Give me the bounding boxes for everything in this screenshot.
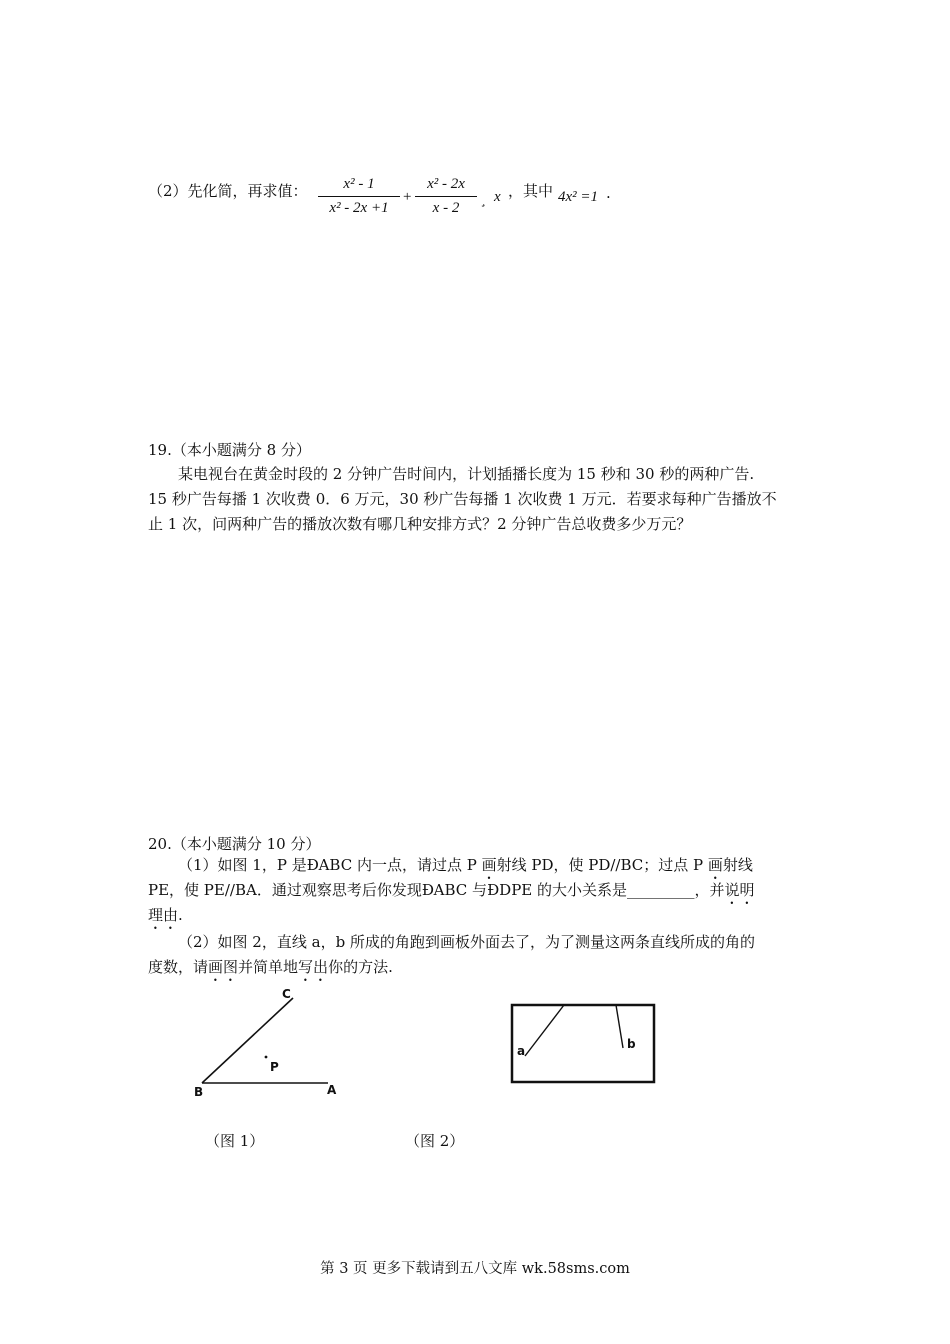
division-sign: ¸ [480,193,487,208]
figure-2-label-b: b [627,1037,636,1051]
q20-p1-l3-end: . [178,906,183,924]
variable-x: x [494,189,501,205]
point-p [265,1056,268,1059]
figure-1-label-c: C [282,987,291,1001]
figure-1-label-a: A [327,1083,337,1097]
emphasis-huatu: 画图 [208,958,239,976]
q20-part1-line-2 [148,878,755,908]
q20-p1-l2-b: ABC 与 [433,881,488,899]
q20-part2-line-1: （2）如图 2，直线 a，b 所成的角跑到画板外面去了，为了测量这两条直线所成的角的 [178,933,755,951]
fraction-2 [415,176,477,217]
fraction-2-bar [415,196,477,197]
q20-p2-l2-a: 度数，请 [148,958,209,976]
fraction-1-bar [318,196,400,197]
q19-line-1: 某电视台在黄金时段的 2 分钟广告时间内，计划插播长度为 15 秒和 30 秒的两种广告. [178,465,755,483]
figure-2-caption: （图 2） [405,1132,465,1150]
q19-line-2: 15 秒广告每播 1 次收费 0．6 万元，30 秒广告每播 1 次收费 1 万元．若要求每种广告播放不 [148,490,777,508]
emphasis-xiechu: 写出 [298,958,329,976]
q20-p1-l1-a: （1）如图 1，P 是 [178,856,307,874]
q20-p1-l2-a: PE，使 PE//BA．通过观察思考后你发现 [148,881,422,899]
ray-bc [202,998,293,1083]
where-text: ，其中 [508,182,554,200]
figure-1-caption: （图 1） [205,1132,265,1150]
figure-2-diagram [505,998,665,1090]
emphasis-shuoming: 说明 [724,881,755,899]
emphasis-liyou: 理由 [148,906,179,924]
q20-part1-line-3 [148,903,183,933]
page-footer: 第 3 页 更多下载请到五八文库 wk.58sms.com [320,1261,630,1277]
line-a [525,1005,564,1056]
figure-1-diagram [180,980,380,1110]
q19-header: 19.（本小题满分 8 分） [148,441,311,459]
fraction-1 [318,176,400,217]
angle-symbol: Ð [306,856,319,874]
figure-1-label-p: P [270,1060,279,1074]
q20-p1-l1-b: ABC 内一点，请过点 P [318,856,482,874]
figure-1-label-b: B [194,1085,204,1099]
q20-p1-l2-c: DPE 的大小关系是_________，并 [499,881,725,899]
fraction-2-denominator: x - 2 [432,200,460,216]
condition-equation: 4x² =1 [558,189,599,205]
emphasis-hua-2: 画 [707,856,723,874]
fraction-2-numerator: x² - 2x [427,176,465,192]
q18-period: . [606,184,611,202]
q20-p2-l2-c: 你的方法. [328,958,393,976]
q19-line-3: 止 1 次，问两种广告的播放次数有哪几种安排方式？2 分钟广告总收费多少万元？ [148,515,692,533]
fraction-1-numerator: x² - 1 [343,176,375,192]
q20-p1-l1-c: 射线 PD，使 PD//BC；过点 P [496,856,708,874]
plus-sign: + [403,189,412,205]
q18-part2-label: （2）先化简，再求值： [148,182,308,200]
emphasis-hua-1: 画 [481,856,497,874]
line-b [616,1005,623,1048]
q20-header: 20.（本小题满分 10 分） [148,835,321,853]
q20-p2-l2-b: 并简单地 [238,958,299,976]
q20-p1-l1-d: 射线 [722,856,753,874]
figure-2-label-a: a [517,1044,526,1058]
angle-symbol: Ð [421,881,434,899]
angle-symbol: Ð [487,881,500,899]
fraction-1-denominator: x² - 2x +1 [329,200,389,216]
